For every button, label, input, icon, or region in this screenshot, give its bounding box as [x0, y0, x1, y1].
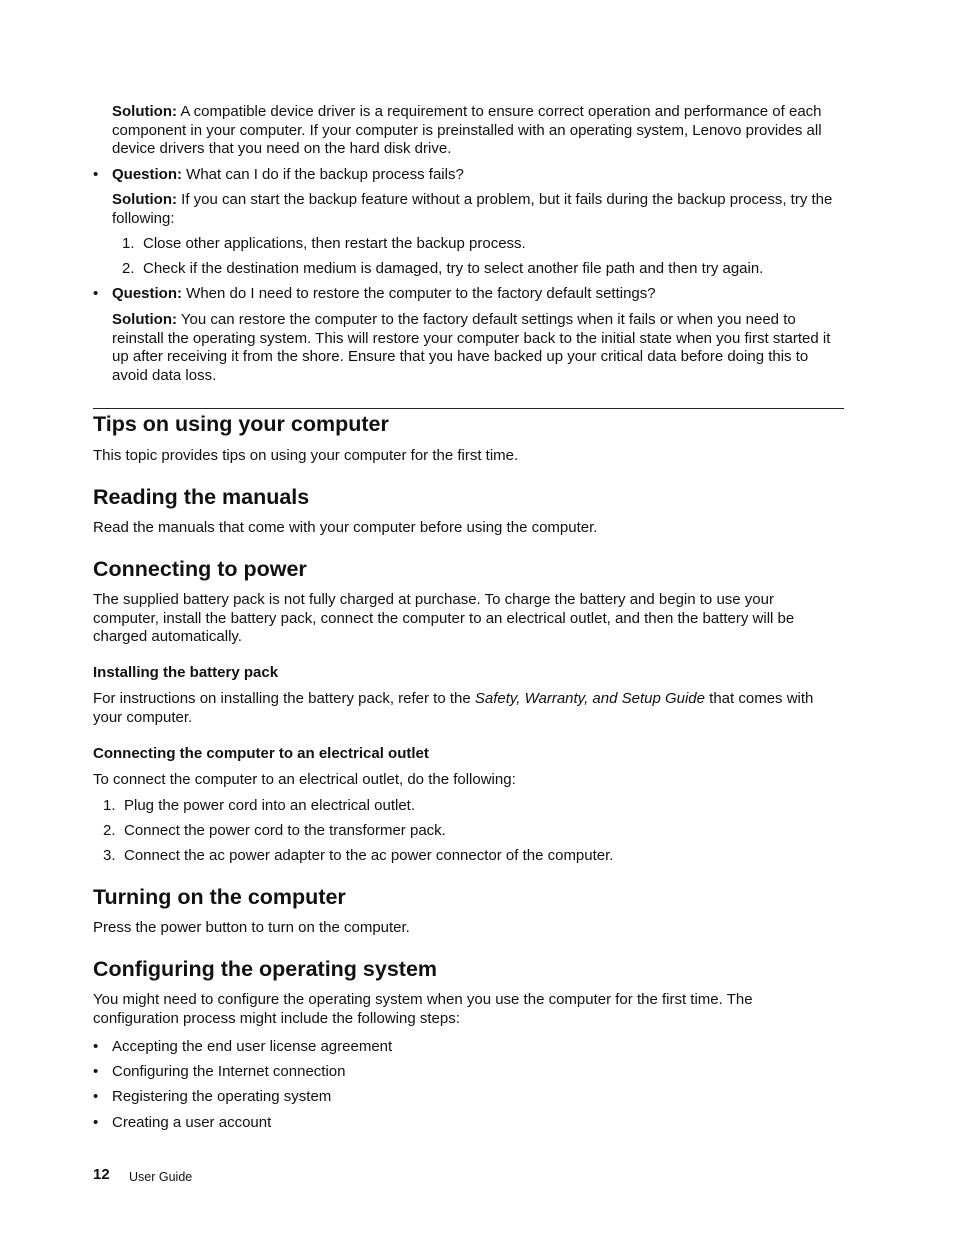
- outlet-heading: Connecting the computer to an electrical outlet: [93, 745, 429, 762]
- footer-doc-title: User Guide: [129, 1170, 193, 1184]
- battery-text: [93, 690, 833, 727]
- page-number: 12: [93, 1166, 110, 1183]
- os-heading: Configuring the operating system: [93, 957, 438, 981]
- solution-1: [112, 103, 834, 159]
- step-text: Connect the ac power adapter to the ac power connector of the computer.: [124, 847, 614, 864]
- battery-heading: Installing the battery pack: [93, 664, 279, 681]
- step-number: 3.: [103, 847, 116, 864]
- question-label: Question:: [112, 166, 182, 183]
- solution-label: Solution:: [112, 103, 177, 120]
- bullet-marker: •: [93, 1088, 99, 1105]
- list-item: Accepting the end user license agreement: [112, 1038, 393, 1055]
- power-text: The supplied battery pack is not fully charged at purchase. To charge the battery and begin to use your computer, install the battery pack, connect the computer to an electrical outlet, and then the battery will be charged automatically.: [93, 591, 795, 646]
- question-2-text: What can I do if the backup process fails?: [186, 166, 464, 183]
- question-3-text: When do I need to restore the computer to the factory default settings?: [186, 285, 656, 302]
- step-number: 2.: [122, 260, 135, 277]
- solution-2-text: If you can start the backup feature without a problem, but it fails during the backup process, try the following:: [112, 191, 833, 227]
- list-item: Configuring the Internet connection: [112, 1063, 346, 1080]
- reading-text: Read the manuals that come with your computer before using the computer.: [93, 519, 598, 536]
- bullet-marker: •: [93, 1063, 99, 1080]
- question-label: Question:: [112, 285, 182, 302]
- question-2: [112, 166, 834, 185]
- solution-2: [112, 191, 834, 228]
- solution-3-text: You can restore the computer to the factory default settings when it fails or when you need to reinstall the operating system. This will restore your computer back to the initial state when you first started it up after receiving it from the shore. Ensure that you have backed up your critical data before doing this to avoid data loss.: [112, 311, 831, 384]
- battery-text-post: that comes with your computer.: [93, 690, 814, 726]
- os-text: You might need to configure the operating system when you use the computer for the first time. The configuration process might include the following steps:: [93, 991, 753, 1027]
- step-text: Check if the destination medium is damaged, try to select another file path and then try again.: [143, 260, 764, 277]
- outlet-intro: To connect the computer to an electrical outlet, do the following:: [93, 771, 516, 788]
- step-number: 1.: [103, 797, 116, 814]
- step-text: Connect the power cord to the transformer pack.: [124, 822, 446, 839]
- solution-label: Solution:: [112, 191, 177, 208]
- section-divider: [93, 408, 844, 409]
- battery-text-pre: For instructions on installing the battery pack, refer to the: [93, 690, 475, 707]
- step-text: Plug the power cord into an electrical outlet.: [124, 797, 415, 814]
- step-text: Close other applications, then restart the backup process.: [143, 235, 526, 252]
- step-number: 2.: [103, 822, 116, 839]
- reading-heading: Reading the manuals: [93, 485, 310, 509]
- tips-heading: Tips on using your computer: [93, 412, 389, 436]
- tips-intro: This topic provides tips on using your computer for the first time.: [93, 447, 519, 464]
- bullet-marker: •: [93, 166, 99, 183]
- bullet-marker: •: [93, 1114, 99, 1131]
- solution-label: Solution:: [112, 311, 177, 328]
- power-heading: Connecting to power: [93, 557, 307, 581]
- turning-on-heading: Turning on the computer: [93, 885, 346, 909]
- step-number: 1.: [122, 235, 135, 252]
- bullet-marker: •: [93, 285, 99, 302]
- setup-guide-title: Safety, Warranty, and Setup Guide: [474, 690, 705, 707]
- question-3: [112, 285, 834, 304]
- turning-on-text: Press the power button to turn on the computer.: [93, 919, 410, 936]
- bullet-marker: •: [93, 1038, 99, 1055]
- list-item: Creating a user account: [112, 1114, 272, 1131]
- list-item: Registering the operating system: [112, 1088, 332, 1105]
- solution-3: [112, 311, 832, 385]
- solution-1-text: A compatible device driver is a requirement to ensure correct operation and performance of each component in your computer. If your computer is preinstalled with an operating system, Lenovo provides all device drivers that you need on the hard disk drive.: [112, 103, 822, 158]
